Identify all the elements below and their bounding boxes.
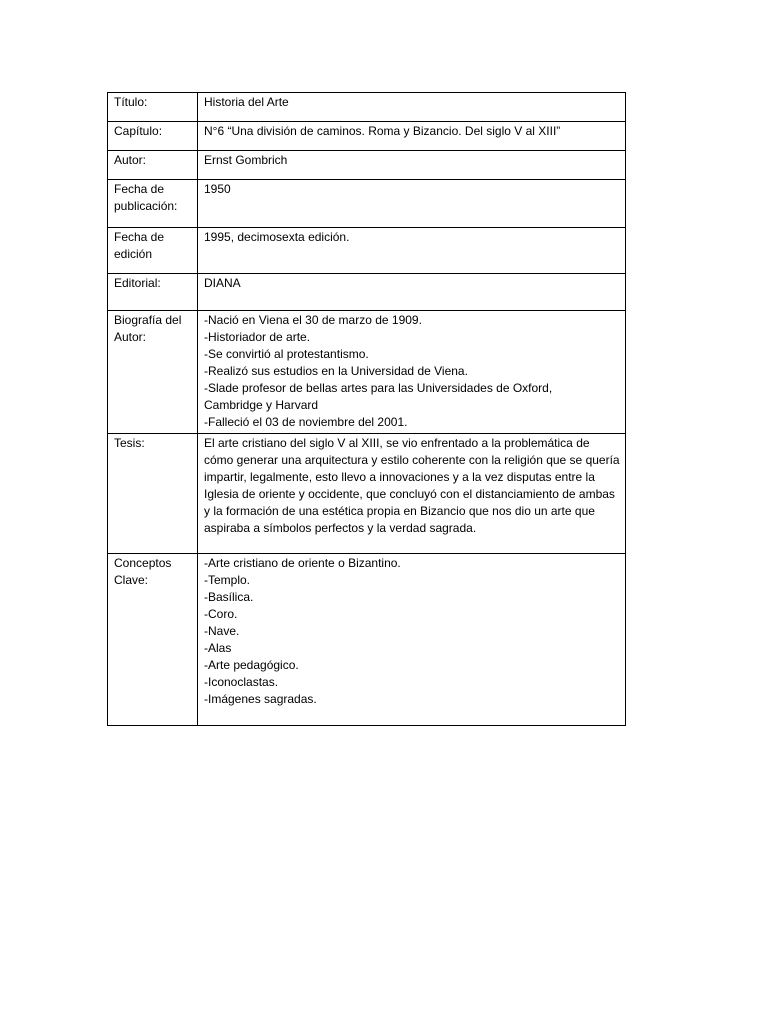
label-biografia: [108, 311, 198, 434]
label-line: Autor:: [114, 330, 147, 344]
bio-line: -Falleció el 03 de noviembre del 2001.: [204, 415, 408, 429]
bio-line: -Slade profesor de bellas artes para las Universidades de Oxford,: [204, 381, 553, 395]
row-biografia: [108, 311, 626, 434]
row-fecha-publicacion: [108, 180, 626, 228]
label-line: Conceptos: [114, 556, 172, 570]
bio-line: -Nació en Viena el 30 de marzo de 1909.: [204, 313, 422, 327]
concept-item: -Basílica.: [204, 590, 254, 604]
concept-item: -Alas: [204, 641, 232, 655]
label-line: edición: [114, 247, 153, 261]
concept-item: -Coro.: [204, 607, 238, 621]
row-fecha-edicion: [108, 228, 626, 274]
label-editorial: Editorial:: [108, 274, 198, 311]
label-line: Clave:: [114, 573, 149, 587]
value-conceptos-clave: [198, 554, 626, 726]
concept-item: -Iconoclastas.: [204, 675, 279, 689]
row-tesis: [108, 434, 626, 554]
label-conceptos-clave: [108, 554, 198, 726]
value-capitulo: N°6 “Una división de caminos. Roma y Bizancio. Del siglo V al XIII”: [198, 122, 626, 151]
bio-line: Cambridge y Harvard: [204, 398, 319, 412]
value-biografia: [198, 311, 626, 434]
label-titulo: Título:: [108, 93, 198, 122]
concept-item: -Templo.: [204, 573, 251, 587]
value-fecha-publicacion: 1950: [198, 180, 626, 228]
row-conceptos-clave: [108, 554, 626, 726]
label-line: Fecha de: [114, 182, 165, 196]
concept-item: -Nave.: [204, 624, 240, 638]
label-tesis: Tesis:: [108, 434, 198, 554]
value-editorial: DIANA: [198, 274, 626, 311]
label-fecha-publicacion: [108, 180, 198, 228]
value-titulo: Historia del Arte: [198, 93, 626, 122]
document-page: [107, 92, 626, 726]
bio-line: -Se convirtió al protestantismo.: [204, 347, 369, 361]
label-line: publicación:: [114, 199, 178, 213]
value-fecha-edicion: 1995, decimosexta edición.: [198, 228, 626, 274]
bio-line: -Realizó sus estudios en la Universidad de Viena.: [204, 364, 468, 378]
label-autor: Autor:: [108, 151, 198, 180]
row-titulo: [108, 93, 626, 122]
bio-line: -Historiador de arte.: [204, 330, 311, 344]
concept-item: -Arte pedagógico.: [204, 658, 299, 672]
tesis-paragraph: El arte cristiano del siglo V al XIII, se vio enfrentado a la problemática de cómo generar una arquitectura y estilo coherente con la religión que se quería impartir, legalmente, esto llevo a innovaciones y a la vez disputas entre la Iglesia de oriente y occidente, que concluyó con el distanciamiento de ambas y la formación de una estética propia en Bizancio que nos dio un arte que aspiraba a símbolos perfectos y la verdad sagrada.: [204, 436, 620, 535]
concept-item: -Arte cristiano de oriente o Bizantino.: [204, 556, 401, 570]
label-capitulo: Capítulo:: [108, 122, 198, 151]
row-autor: [108, 151, 626, 180]
label-line: Fecha de: [114, 230, 165, 244]
row-editorial: [108, 274, 626, 311]
label-line: Biografía del: [114, 313, 182, 327]
concept-item: -Imágenes sagradas.: [204, 692, 317, 706]
book-summary-table: [107, 92, 626, 726]
value-autor: Ernst Gombrich: [198, 151, 626, 180]
value-tesis: [198, 434, 626, 554]
label-fecha-edicion: [108, 228, 198, 274]
row-capitulo: [108, 122, 626, 151]
